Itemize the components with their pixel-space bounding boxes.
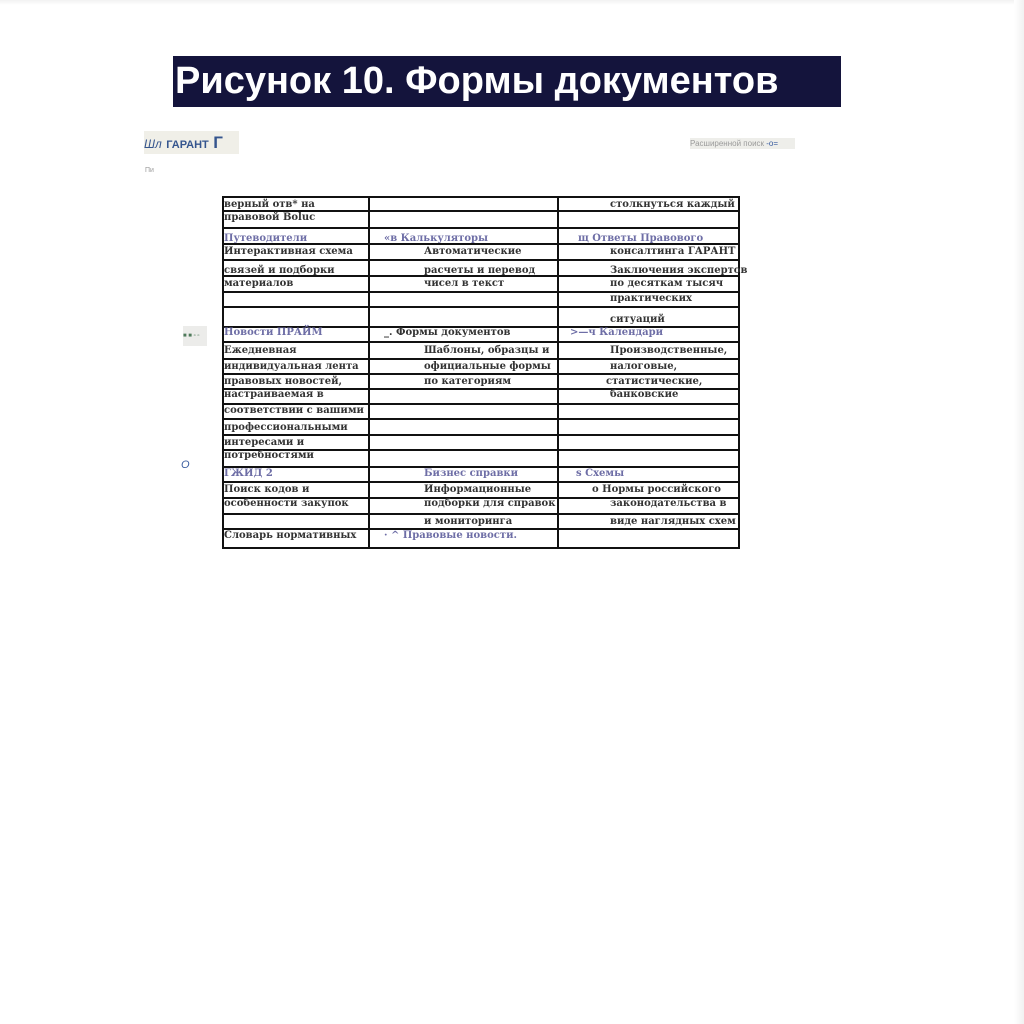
table-cell: консалтинга ГАРАНТ bbox=[610, 246, 736, 257]
search-toggle-icon[interactable]: -о= bbox=[766, 139, 779, 148]
table-cell bbox=[224, 199, 315, 211]
side-widget[interactable]: ■ ■ ▫ ▫ bbox=[183, 326, 207, 346]
slide-right-edge bbox=[1014, 0, 1024, 1024]
side-circle-icon: О bbox=[181, 459, 190, 471]
section-link-schemes[interactable]: s Схемы bbox=[576, 468, 625, 479]
table-cell: законодательства в bbox=[610, 498, 727, 509]
table-cell: индивидуальная лента bbox=[224, 361, 359, 372]
section-link-prime-news[interactable]: Новости ПРАЙМ bbox=[224, 327, 323, 338]
table-cell: интересами и bbox=[224, 437, 305, 448]
section-link-gzhid[interactable]: ГЖИД 2 bbox=[224, 468, 273, 479]
table-cell: столкнуться каждый bbox=[610, 199, 735, 210]
cell-text-small: Boluc bbox=[282, 212, 316, 223]
table-cell: Интерактивная схема bbox=[224, 246, 353, 257]
table-cell: виде наглядных схем bbox=[610, 516, 736, 527]
cell-text-highlight: отв* bbox=[272, 199, 298, 210]
table-cell: статистические, bbox=[606, 376, 703, 387]
row-divider bbox=[224, 434, 738, 436]
table-cell: Шаблоны, образцы и bbox=[424, 345, 550, 356]
table-cell: ситуаций bbox=[610, 314, 665, 325]
logo-brand-text: ГАРАНТ bbox=[166, 139, 209, 151]
section-link-calculators[interactable]: «в Калькуляторы bbox=[384, 233, 489, 244]
tiny-label: Пи bbox=[145, 167, 154, 174]
row-divider bbox=[224, 373, 738, 375]
table-cell: практических bbox=[610, 293, 692, 304]
table-cell: подборки для справок bbox=[424, 498, 556, 509]
logo-tail-glyph: Г bbox=[213, 133, 223, 152]
garant-logo[interactable] bbox=[144, 131, 239, 154]
table-cell: Ежедневная bbox=[224, 345, 297, 356]
section-link-answers[interactable]: щ Ответы Правового bbox=[578, 233, 704, 244]
table-cell: соответствии с вашими bbox=[224, 405, 364, 416]
cell-text: на bbox=[301, 199, 315, 210]
section-link-guides[interactable]: Путеводители bbox=[224, 233, 308, 244]
table-cell: расчеты и перевод bbox=[424, 265, 536, 276]
slide-title: Рисунок 10. Формы документов bbox=[173, 56, 841, 107]
table-cell: о Нормы российского bbox=[592, 484, 721, 495]
table-cell: связей и подборки bbox=[224, 265, 335, 276]
cell-text: правовой bbox=[224, 212, 280, 223]
row-divider bbox=[224, 418, 738, 420]
table-cell: официальные формы bbox=[424, 361, 551, 372]
table-cell: чисел в текст bbox=[424, 278, 505, 289]
table-cell: Автоматические bbox=[424, 246, 522, 257]
row-divider bbox=[224, 227, 738, 229]
row-divider bbox=[224, 513, 738, 515]
slide-top-edge bbox=[0, 0, 1024, 5]
advanced-search-label: Расширенной поиск bbox=[690, 139, 765, 148]
section-link-document-forms[interactable]: _. Формы документов bbox=[384, 327, 511, 338]
table-cell: правовых новостей, bbox=[224, 376, 342, 387]
section-link-business-reference[interactable]: Бизнес справки bbox=[424, 468, 519, 479]
table-cell: материалов bbox=[224, 278, 294, 289]
table-cell: настраиваемая в bbox=[224, 389, 324, 400]
row-divider bbox=[224, 259, 738, 261]
table-cell: банковские bbox=[610, 389, 679, 400]
table-cell: налоговые, bbox=[610, 361, 678, 372]
row-divider bbox=[224, 481, 738, 483]
row-divider bbox=[224, 341, 738, 343]
table-cell: потребностями bbox=[224, 450, 314, 461]
section-link-legal-news[interactable]: · ^ Правовые новости. bbox=[384, 530, 517, 541]
table-cell: Поиск кодов и bbox=[224, 484, 310, 495]
table-cell: Информационные bbox=[424, 484, 532, 495]
row-divider bbox=[224, 306, 738, 308]
logo-mark-icon: Шл bbox=[144, 137, 162, 151]
row-divider bbox=[224, 358, 738, 360]
table-cell: Словарь нормативных bbox=[224, 530, 357, 541]
table-cell: по десяткам тысяч bbox=[610, 278, 724, 289]
table-cell: и мониторинга bbox=[424, 516, 513, 527]
table-cell: Производственные, bbox=[610, 345, 728, 356]
table-cell: по категориям bbox=[424, 376, 512, 387]
cell-text: верный bbox=[224, 199, 270, 210]
document-table bbox=[222, 196, 748, 549]
table-cell bbox=[224, 212, 315, 224]
section-link-calendars[interactable]: >—ч Календари bbox=[570, 327, 664, 338]
advanced-search-link[interactable] bbox=[690, 138, 795, 149]
table-cell: особенности закупок bbox=[224, 498, 349, 509]
table-cell: Заключения экспертов bbox=[610, 265, 748, 276]
table-cell: профессиональными bbox=[224, 422, 348, 433]
